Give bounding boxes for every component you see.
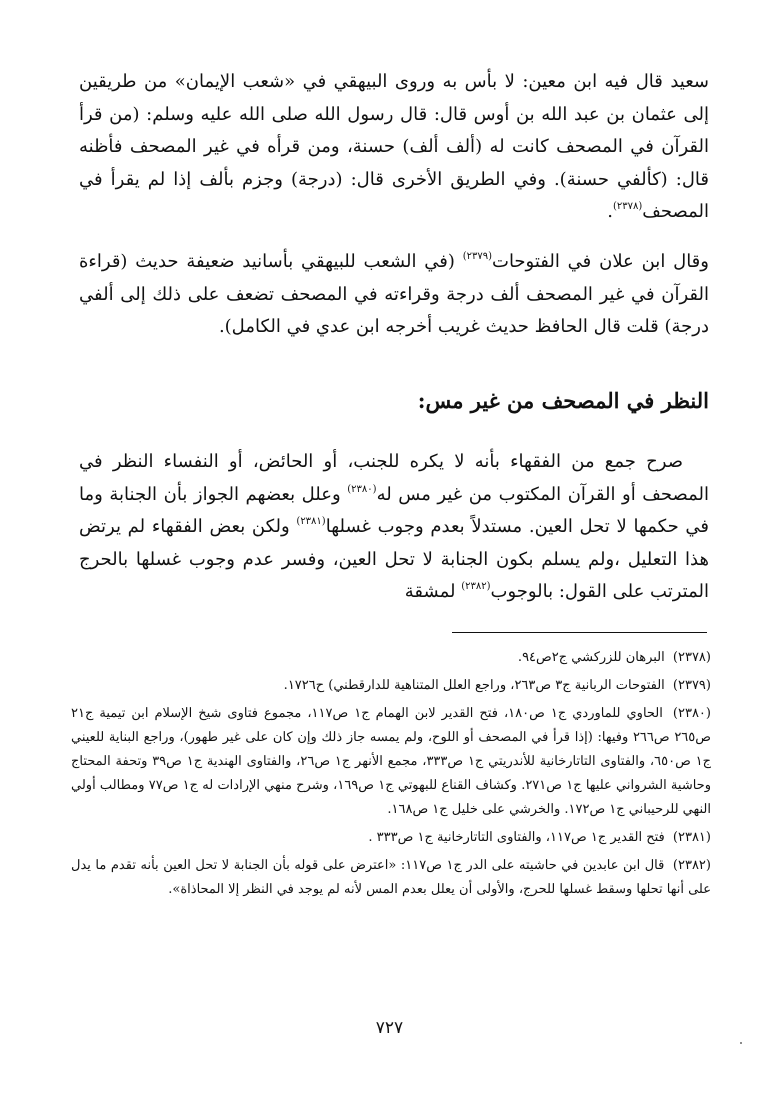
footnote-ref-2381[interactable]: (٢٣٨١) — [296, 516, 326, 527]
footnotes-section — [71, 646, 711, 906]
body-paragraph-1-container — [79, 66, 709, 229]
body-paragraph-1 — [79, 66, 709, 229]
body-paragraph-2-container — [79, 246, 709, 344]
body-paragraph-3-container — [79, 446, 709, 609]
footnote-text: البرهان للزركشي ج٢ص٩٤. — [517, 650, 665, 665]
paragraph-1-text: سعيد قال فيه ابن معين: لا بأس به وروى البيهقي في «شعب الإيمان» من طريقين إلى عثمان بن عبد الله بن أوس قال: قال رسول الله صلى الله عليه وسلم: (من قرأ القرآن في المصحف كانت له (ألف ألف) حسنة، ومن قرأه في غير المصحف فأظنه قال: (كألفي حسنة). وفي الطريق الأخرى قال: (درجة) وجزم بألف إذا لم يقرأ في المصحف — [79, 71, 709, 222]
footnote-ref-2378[interactable]: (٢٣٧٨) — [612, 201, 643, 212]
footnote-2380 — [71, 702, 711, 822]
footnote-ref-2379[interactable]: (٢٣٧٩) — [462, 251, 492, 262]
section-heading: النظر في المصحف من غير مس: — [417, 388, 709, 413]
footnote-number: (٢٣٨٢) — [672, 858, 711, 873]
page-number: ٧٢٧ — [375, 1018, 404, 1038]
footnote-2379 — [71, 674, 711, 698]
footnote-text: قال ابن عابدين في حاشيته على الدر ج١ ص١١٧: «اعترض على قوله بأن الجنابة لا تحل العين بأنه تقدم ما يدل على أنها تحلها وسقط غسلها للحرج، والأولى أن يعلل بعدم المس لأنه لم يوجد في النظر إلا المحاذاة». — [71, 858, 711, 897]
footnote-text: الحاوي للماوردي ج١ ص١٨٠، فتح القدير لابن الهمام ج١ ص١١٧، مجموع فتاوى شيخ الإسلام ابن تيمية ج٢١ ص٢٦٥ ص٢٦٦ وفيها: (إذا قرأ في المصحف أو اللوح، ولم يمسه جاز ذلك وإن كان على غير طهور)، وراجع البناية للعيني ج١ ص٦٥٠، والفتاوى التاتارخانية للأندريتي ج١ ص٣٣٣، مجمع الأنهر ج١ ص٢٦، والفتاوى الهندية ج١ ص٣٩ وتحفة المحتاج وحاشية الشرواني عليها ج١ ص٢٧١. وكشاف القناع للبهوتي ج١ ص١٦٩، وشرح منهي الإرادات له ج١ ص٧٧ ومطالب أولي النهي للرحيباني ج١ ص١٧٢. والخرشي على خليل ج١ ص١٦٨. — [71, 706, 711, 817]
paragraph-3-text-d: لمشقة — [404, 581, 462, 602]
footnote-divider — [452, 632, 707, 633]
footnote-text: الفتوحات الربانية ج٣ ص٢٦٣، وراجع العلل المتناهية للدارقطني) ح١٧٢٦. — [283, 678, 665, 693]
body-paragraph-3 — [79, 446, 709, 609]
body-paragraph-2 — [79, 246, 709, 344]
footnote-text: فتح القدير ج١ ص١١٧، والفتاوى التاتارخانية ج١ ص٣٣٣ . — [368, 830, 665, 845]
footnote-ref-2380[interactable]: (٢٣٨٠) — [347, 483, 377, 495]
footnote-2382 — [71, 854, 711, 902]
footnote-number: (٢٣٨٠) — [672, 706, 711, 721]
paragraph-1-end: . — [607, 201, 613, 222]
paragraph-2-text-a: وقال ابن علان في الفتوحات — [492, 251, 709, 272]
footnote-2381 — [71, 826, 711, 850]
scan-speck — [740, 1042, 742, 1044]
footnote-number: (٢٣٨١) — [672, 830, 711, 845]
paragraph-3-text-c: ولكن بعض الفقهاء لم يرتض هذا التعليل ،ولم يسلم بكون الجنابة لا تحل العين، وفسر عدم وجوب غسلها بالحرج المترتب على القول: بالوجوب — [79, 516, 709, 602]
footnote-2378 — [71, 646, 711, 670]
footnote-ref-2382[interactable]: (٢٣٨٢) — [461, 581, 491, 592]
paragraph-3-text-a: صرح جمع من الفقهاء بأنه لا يكره للجنب، أو الحائض، أو النفساء النظر في المصحف أو القرآن المكتوب من غير مس له — [79, 451, 710, 505]
paragraph-3-text-b: وعلل بعضهم الجواز بأن الجنابة وما في حكمها لا تحل العين. مستدلاً بعدم وجوب غسلها — [79, 483, 709, 537]
footnote-number: (٢٣٧٩) — [672, 678, 711, 693]
footnote-number: (٢٣٧٨) — [672, 650, 711, 665]
paragraph-2-text-b: (في الشعب للبيهقي بأسانيد ضعيفة حديث (قراءة القرآن في غير المصحف ألف درجة وقراءته في المصحف تضعف على ذلك إلى ألفي درجة) قلت قال الحافظ حديث غريب أخرجه ابن عدي في الكامل). — [79, 251, 709, 337]
